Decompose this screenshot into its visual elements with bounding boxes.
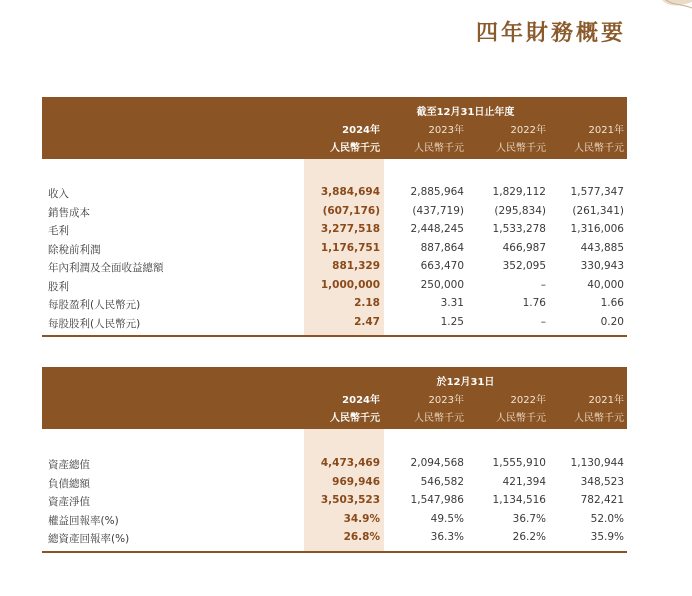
row-value: (261,341) <box>572 204 624 217</box>
table-header <box>42 367 627 429</box>
table-row <box>42 202 627 221</box>
table-caption: 截至12月31日止年度 <box>416 107 515 118</box>
row-value: 969,946 <box>332 475 380 488</box>
row-value: 887,864 <box>420 241 464 254</box>
row-value: 1,533,278 <box>492 223 546 235</box>
page-title: 四年財務概要 <box>475 21 626 46</box>
table-row <box>42 491 627 510</box>
row-value: 52.0% <box>590 512 624 525</box>
row-value: – <box>540 278 546 291</box>
row-value: 1,555,910 <box>492 457 546 469</box>
row-value: 1,176,751 <box>320 241 380 254</box>
row-value: 1,134,516 <box>492 494 546 506</box>
row-value: 3,503,523 <box>320 494 380 506</box>
row-label: 銷售成本 <box>48 206 90 219</box>
row-value: 2.18 <box>354 297 380 309</box>
row-label: 年內利潤及全面收益總額 <box>48 262 164 274</box>
row-value: 1,547,986 <box>410 494 464 506</box>
row-label: 權益回報率(%) <box>48 514 119 527</box>
row-value: 26.2% <box>512 531 546 543</box>
year-header: 2022年 <box>510 125 546 136</box>
row-label: 股利 <box>48 280 69 293</box>
unit-header: 人民幣千元 <box>496 143 546 154</box>
year-header: 2023年 <box>428 125 464 136</box>
table-row <box>42 239 627 258</box>
row-label: 資產總值 <box>48 459 90 471</box>
row-label: 每股盈利(人民幣元) <box>48 299 141 311</box>
row-value: 2,094,568 <box>410 457 464 469</box>
row-value: 1.66 <box>600 297 624 309</box>
row-value: 1,316,006 <box>570 223 624 235</box>
row-value: 348,523 <box>580 475 624 488</box>
row-value: (437,719) <box>412 204 464 217</box>
row-value: 782,421 <box>580 494 624 506</box>
row-value: (295,834) <box>494 204 546 217</box>
unit-header: 人民幣千元 <box>330 143 380 154</box>
table-row <box>42 183 627 202</box>
table-caption: 於12月31日 <box>436 377 495 388</box>
row-value: 546,582 <box>420 475 464 488</box>
row-value: 1,577,347 <box>570 186 624 198</box>
row-label: 毛利 <box>48 225 69 237</box>
row-label: 資產淨值 <box>48 496 90 508</box>
row-label: 收入 <box>48 188 69 200</box>
row-value: – <box>540 315 546 328</box>
table-row <box>42 294 627 313</box>
row-value: 1,829,112 <box>492 186 546 198</box>
table-row <box>42 220 627 239</box>
row-value: 3,277,518 <box>320 223 380 235</box>
row-value: 1,130,944 <box>570 457 624 469</box>
year-header: 2024年 <box>342 395 380 406</box>
row-value: 421,394 <box>502 475 546 488</box>
row-value: 36.7% <box>512 512 546 525</box>
table-header <box>42 97 627 159</box>
row-value: 36.3% <box>430 531 464 543</box>
table-bottom-rule <box>42 551 627 553</box>
year-header: 2021年 <box>588 395 624 406</box>
table-row <box>42 257 627 276</box>
unit-header: 人民幣千元 <box>574 143 624 154</box>
unit-header: 人民幣千元 <box>496 413 546 424</box>
row-label: 每股股利(人民幣元) <box>48 317 141 330</box>
year-header: 2023年 <box>428 395 464 406</box>
row-value: 26.8% <box>343 531 380 543</box>
row-label: 除稅前利潤 <box>48 243 101 256</box>
row-label: 負債總額 <box>48 477 90 490</box>
balance-summary-table <box>42 367 627 553</box>
table-body <box>42 159 627 335</box>
row-value: 49.5% <box>430 512 464 525</box>
table-row <box>42 454 627 473</box>
row-value: 663,470 <box>420 260 464 272</box>
row-value: 2,885,964 <box>410 186 464 198</box>
row-value: 3.31 <box>440 297 464 309</box>
row-value: 35.9% <box>590 531 624 543</box>
table-row <box>42 528 627 547</box>
row-value: 443,885 <box>580 241 624 254</box>
table-body <box>42 429 627 551</box>
unit-header: 人民幣千元 <box>414 413 464 424</box>
year-header: 2022年 <box>510 395 546 406</box>
year-header: 2021年 <box>588 125 624 136</box>
row-value: 352,095 <box>502 260 546 272</box>
row-value: 1.76 <box>522 297 546 309</box>
row-value: 330,943 <box>580 260 624 272</box>
row-value: 1.25 <box>440 315 464 328</box>
row-value: 3,884,694 <box>320 186 380 198</box>
unit-header: 人民幣千元 <box>414 143 464 154</box>
table-bottom-rule <box>42 335 627 337</box>
row-value: 250,000 <box>420 278 464 291</box>
row-value: 0.20 <box>600 315 624 328</box>
year-header: 2024年 <box>342 125 380 136</box>
row-value: 40,000 <box>587 278 624 291</box>
row-value: 466,987 <box>502 241 546 254</box>
row-value: 4,473,469 <box>320 457 380 469</box>
row-value: 34.9% <box>343 512 380 525</box>
row-value: (607,176) <box>322 204 380 217</box>
table-row <box>42 510 627 529</box>
table-row <box>42 473 627 492</box>
table-row <box>42 276 627 295</box>
row-label: 總資產回報率(%) <box>48 533 130 545</box>
row-value: 2,448,245 <box>410 223 464 235</box>
table-row <box>42 313 627 332</box>
row-value: 2.47 <box>354 315 380 328</box>
unit-header: 人民幣千元 <box>330 413 380 424</box>
corner-ornament-icon <box>652 0 692 22</box>
row-value: 1,000,000 <box>320 278 380 291</box>
row-value: 881,329 <box>332 260 380 272</box>
income-summary-table <box>42 97 627 337</box>
unit-header: 人民幣千元 <box>574 413 624 424</box>
